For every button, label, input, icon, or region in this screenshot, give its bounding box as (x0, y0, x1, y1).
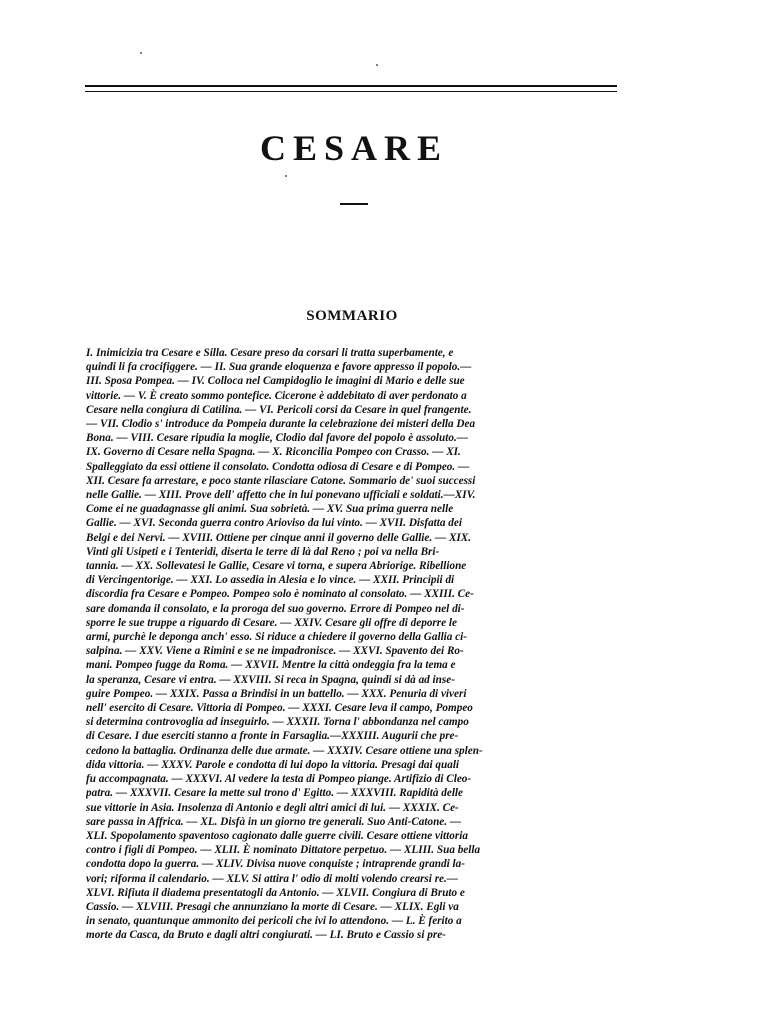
summary-line: nell' esercito di Cesare. Vittoria di Pompeo. — XXXI. Cesare leva il campo, Pompeo (86, 702, 473, 715)
summary-line: Come ei ne guadagnasse gli animi. Sua sobrietà. — XV. Sua prima guerra nelle (86, 503, 454, 516)
summary-line: di Vercingentorige. — XXI. Lo assedia in Alesia e lo vince. — XXII. Principii di (86, 574, 455, 587)
summary-line: Cassio. — XLVIII. Presagi che annunziano la morte di Cesare. — XLIX. Egli va (86, 900, 459, 913)
summary-line: — VII. Clodio s' introduce da Pompeia durante la celebrazione dei misteri della Dea (86, 418, 476, 431)
summary-line: guire Pompeo. — XXIX. Passa a Brindisi in un battello. — XXX. Penuria di viveri (86, 687, 467, 700)
summary-heading: SOMMARIO (306, 308, 398, 324)
summary-line: in senato, quantunque ammonito dei pericoli che ivi lo attendono. — L. È ferito a (86, 915, 462, 928)
summary-line: sue vittorie in Asia. Insolenza di Antonio e degli altri amici di lui. — XXXIX. Ce- (86, 801, 459, 814)
summary-line: patra. — XXXVII. Cesare la mette sul trono d' Egitto. — XXXVIII. Rapidità delle (86, 787, 464, 800)
summary-line: salpina. — XXV. Viene a Rimini e se ne impadronisce. — XXVI. Spavento dei Ro- (86, 645, 464, 658)
summary-line: sare passa in Affrica. — XL. Disfà in un giorno tre generali. Suo Anti-Catone. — (86, 815, 462, 828)
summary-line: I. Inimicizia tra Cesare e Silla. Cesare preso da corsari li tratta superbamente, e (86, 347, 454, 359)
summary-line: vittorie. — V. È creato sommo pontefice. Cicerone è addebitato di aver perdonato a (86, 389, 467, 402)
header-rule-thick (85, 85, 617, 87)
title-ornament-dash (340, 203, 368, 205)
summary-line: morte da Casca, da Bruto e dagli altri congiurati. — LI. Bruto e Cassio si pre- (86, 929, 446, 942)
summary-line: la speranza, Cesare vi entra. — XXVIII. Si reca in Spagna, quindi si dà ad inse- (86, 673, 455, 686)
header-rule-thin (85, 91, 617, 92)
summary-line: quindi li fa crocifiggere. — II. Sua grande eloquenza e favore appresso il popolo.— (86, 361, 472, 374)
summary-line: si determina controvoglia ad inseguirlo. — XXXII. Torna l' abbondanza nel campo (86, 716, 469, 729)
summary-line: mani. Pompeo fugge da Roma. — XXVII. Mentre la città ondeggia fra la tema e (86, 659, 456, 672)
summary-line: nelle Gallie. — XIII. Prove dell' affetto che in lui ponevano ufficiali e soldati.—XIV. (86, 489, 476, 502)
print-speck (376, 64, 378, 66)
summary-line: tannia. — XX. Sollevatesi le Gallie, Cesare vi torna, e supera Abriorige. Ribellione (86, 560, 467, 573)
summary-line: condotta dopo la guerra. — XLIV. Divisa nuove conquiste ; intraprende grandi la- (86, 858, 465, 871)
summary-line: vori; riforma il calendario. — XLV. Si attira l' odio di molti volendo crearsi re.— (86, 872, 458, 885)
summary-line: dida vittoria. — XXXV. Parole e condotta di lui dopo la vittoria. Presagi dai quali (86, 758, 460, 771)
summary-line: XLI. Spopolamento spaventoso cagionato dalle guerre civili. Cesare ottiene vittoria (86, 829, 468, 842)
summary-line: contro i figli di Pompeo. — XLII. È nominato Dittatore perpetuo. — XLIII. Sua bella (86, 844, 481, 857)
summary-line: sare domanda il consolato, e la proroga del suo governo. Errore di Pompeo nel di- (86, 602, 465, 615)
summary-line: XII. Cesare fa arrestare, e poco stante rilasciare Catone. Sommario de' suoi successi (86, 474, 476, 487)
summary-line: Bona. — VIII. Cesare ripudia la moglie, Clodio dal favore del popolo è assoluto.— (86, 432, 468, 445)
summary-line: XLVI. Rifiuta il diadema presentatogli da Antonio. — XLVII. Congiura di Bruto e (86, 886, 465, 899)
summary-line: IX. Governo di Cesare nella Spagna. — X. Riconcilia Pompeo con Crasso. — XI. (86, 446, 461, 459)
summary-line: Gallie. — XVI. Seconda guerra contro Arioviso da lui vinto. — XVII. Disfatta dei (86, 517, 462, 530)
summary-line: Belgi e dei Nervi. — XVIII. Ottiene per cinque anni il governo delle Gallie. — XIX. (86, 531, 472, 544)
summary-line: Cesare nella congiura di Catilina. — VI. Pericoli corsi da Cesare in quel frangente. (86, 403, 472, 416)
summary-line: di Cesare. I due eserciti stanno a fronte in Farsaglia.—XXXIII. Augurii che pre- (86, 730, 459, 743)
summary-line: discordia fra Cesare e Pompeo. Pompeo solo è nominato al consolato. — XXIII. Ce- (86, 588, 474, 601)
chapter-title: CESARE (259, 128, 449, 168)
summary-line: cedono la battaglia. Ordinanza delle due armate. — XXXIV. Cesare ottiene una splen- (86, 744, 483, 757)
summary-line: armi, purchè le deponga anch' esso. Si riduce a chiedere il governo della Gallia ci- (86, 631, 467, 644)
summary-line: III. Sposa Pompea. — IV. Colloca nel Campidoglio le imagini di Mario e delle sue (86, 375, 465, 388)
summary-line: Vinti gli Usipeti e i Tenteridi, diserta le terre di là dal Reno ; poi va nella Bri- (86, 545, 440, 558)
print-speck (140, 52, 142, 54)
print-speck (285, 175, 287, 177)
summary-line: Spalleggiato da essi ottiene il consolato. Condotta odiosa di Cesare e di Pompeo. — (86, 460, 470, 473)
summary-line: fu accompagnata. — XXXVI. Al vedere la testa di Pompeo piange. Artifizio di Cleo- (86, 773, 472, 786)
summary-line: sporre le sue truppe a riguardo di Cesare. — XXIV. Cesare gli offre di deporre le (86, 616, 457, 629)
summary-body (86, 346, 622, 943)
